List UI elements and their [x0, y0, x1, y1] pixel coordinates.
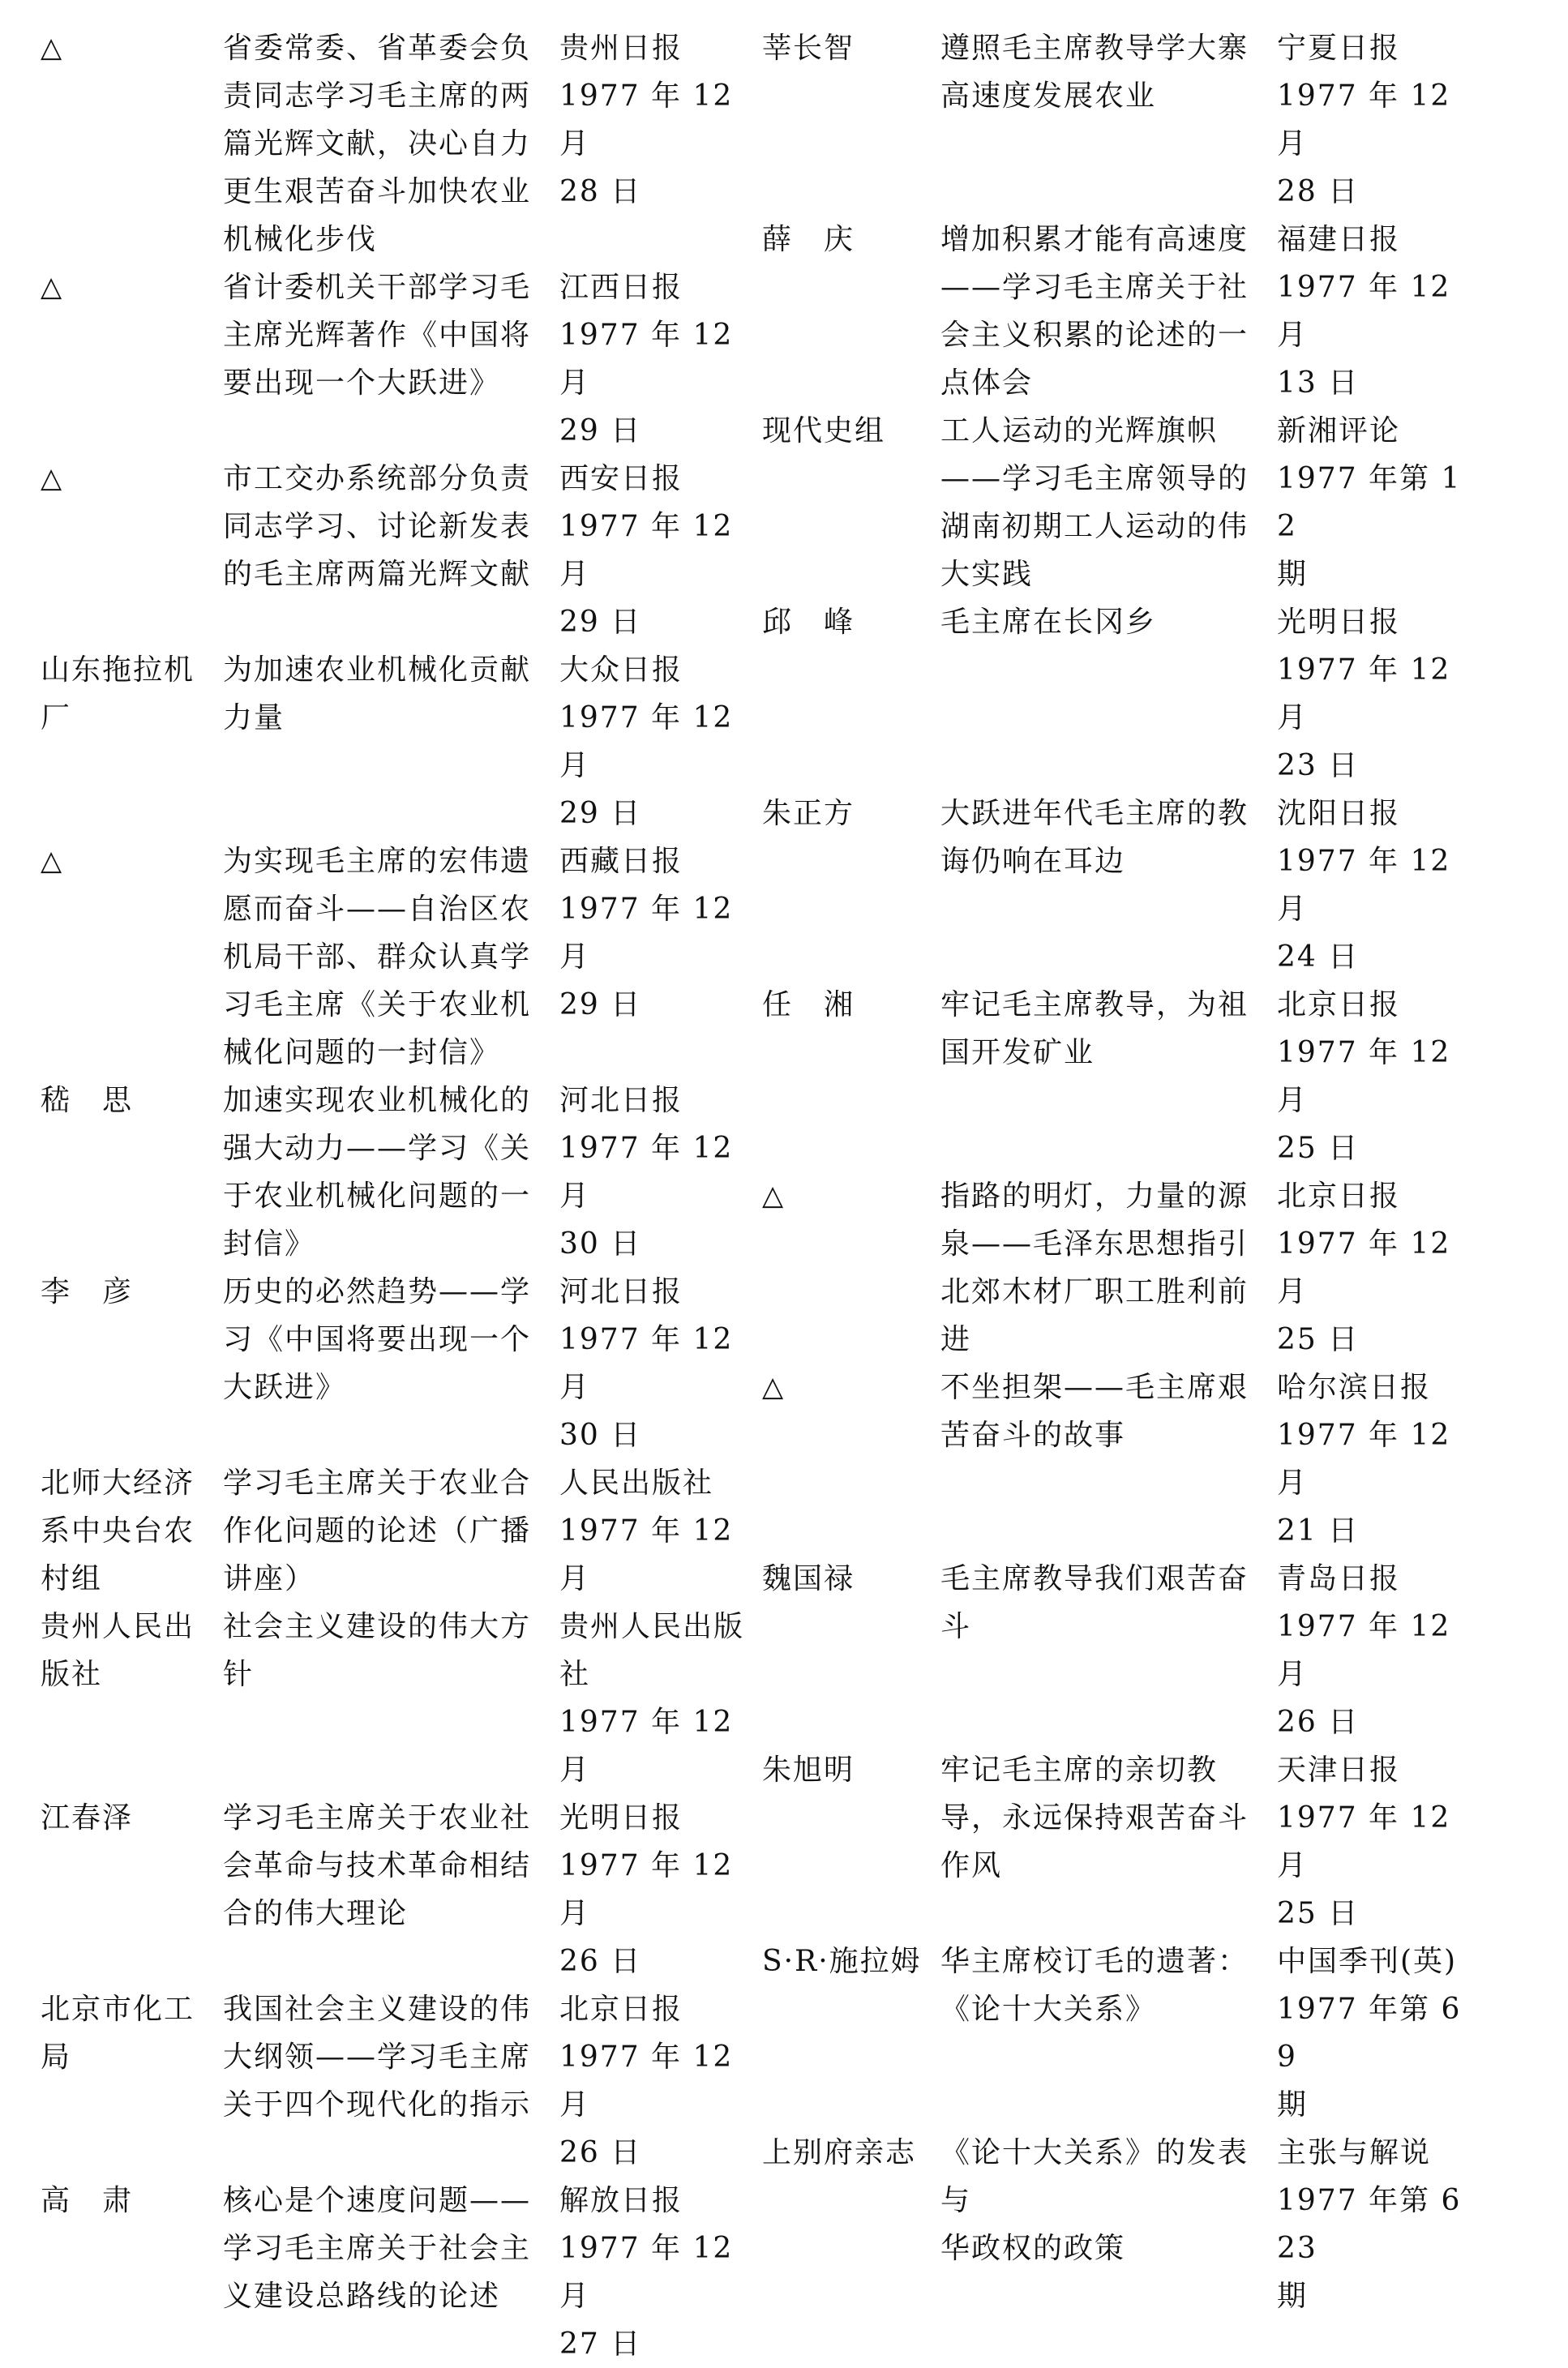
source-line: 25 日 — [1277, 1897, 1360, 1930]
entry-title — [940, 407, 1265, 598]
entry-source — [559, 455, 758, 646]
source-line: 天津日报 — [1277, 1754, 1401, 1787]
bibliography-entry — [762, 216, 1508, 407]
source-line: 青岛日报 — [1277, 1562, 1401, 1595]
source-line: 28 日 — [1277, 175, 1360, 208]
source-line: 主张与解说 — [1277, 2136, 1432, 2169]
source-line: 1977 年 12 月 — [1277, 79, 1451, 161]
entry-author: 贵州人民出版社 — [41, 1610, 195, 1691]
source-line: 1977 年 12 月 — [559, 1323, 734, 1404]
bibliography-entry — [41, 24, 770, 263]
source-line: 26 日 — [559, 2136, 642, 2169]
source-line: 13 日 — [1277, 366, 1360, 400]
entry-author: 高 肃 — [41, 2184, 134, 2217]
title-line: 国开发矿业 — [940, 1036, 1095, 1069]
title-line: 北郊木材厂职工胜利前 — [940, 1275, 1249, 1308]
entry-author: △ — [41, 32, 64, 64]
title-line: 为实现毛主席的宏伟遗 — [223, 845, 532, 878]
entry-title — [223, 1268, 547, 1411]
source-line: 1977 年 12 月 — [559, 1849, 734, 1930]
entry-title — [223, 837, 547, 1077]
title-line: 同志学习、讨论新发表 — [223, 510, 532, 543]
source-line: 1977 年 12 月 — [559, 1706, 734, 1787]
source-line: 西藏日报 — [559, 845, 683, 878]
bibliography-entry — [762, 407, 1508, 598]
source-line: 1977 年 12 月 — [1277, 1801, 1451, 1882]
title-line: ——学习毛主席领导的 — [940, 462, 1249, 495]
entry-author: 李 彦 — [41, 1275, 134, 1308]
entry-source — [559, 646, 758, 837]
source-line: 1977 年 12 月 — [559, 2232, 734, 2313]
bibliography-entry — [41, 1985, 770, 2177]
entry-author: 北京市化工局 — [41, 1993, 195, 2074]
title-line: 苦奋斗的故事 — [940, 1419, 1126, 1452]
bibliography-entry — [41, 455, 770, 646]
entry-source — [559, 1077, 758, 1268]
source-line: 23 日 — [1277, 749, 1360, 782]
source-line: 30 日 — [559, 1419, 642, 1452]
source-line: 1977 年第 623 — [1277, 2184, 1462, 2265]
title-line: 主席光辉著作《中国将 — [223, 319, 532, 352]
entry-source — [559, 837, 758, 1029]
title-line: 牢记毛主席的亲切教 — [940, 1754, 1219, 1787]
source-line: 1977 年 12 月 — [1277, 1036, 1451, 1117]
bibliography-entry — [41, 837, 770, 1077]
source-line: 西安日报 — [559, 462, 683, 495]
source-line: 大众日报 — [559, 653, 683, 687]
title-line: 愿而奋斗——自治区农 — [223, 893, 532, 926]
title-line: 大纲领——学习毛主席 — [223, 2040, 532, 2074]
source-line: 26 日 — [559, 1945, 642, 1978]
source-line: 江西日报 — [559, 271, 683, 304]
title-line: 《论十大关系》的发表与 — [940, 2136, 1249, 2217]
title-line: 作风 — [940, 1849, 1003, 1882]
title-line: 泉——毛泽东思想指引 — [940, 1227, 1249, 1261]
title-line: 会革命与技术革命相结 — [223, 1849, 532, 1882]
entry-author: 薛 庆 — [762, 223, 855, 256]
bibliography-entry — [41, 1077, 770, 1268]
entry-title — [940, 1364, 1265, 1459]
entry-title — [940, 981, 1265, 1077]
entry-source — [559, 1459, 758, 1603]
title-line: 大跃进年代毛主席的教 — [940, 797, 1249, 830]
source-line: 29 日 — [559, 797, 642, 830]
title-line: 我国社会主义建设的伟 — [223, 1993, 532, 2026]
bibliography-entry — [41, 2177, 770, 2368]
entry-author: △ — [762, 1180, 786, 1212]
source-line: 中国季刊(英) — [1277, 1945, 1458, 1978]
entry-author: 魏国禄 — [762, 1562, 855, 1595]
title-line: 华政权的政策 — [940, 2232, 1126, 2265]
entry-source — [559, 1794, 758, 1985]
entry-title — [940, 790, 1265, 885]
source-line: 期 — [1277, 2088, 1309, 2122]
bibliography-entry — [762, 1172, 1508, 1364]
source-line: 1977 年 12 月 — [1277, 1227, 1451, 1308]
title-line: ——学习毛主席关于社 — [940, 271, 1249, 304]
entry-author: △ — [762, 1371, 786, 1403]
entry-source — [1277, 1938, 1480, 2129]
entry-source — [1277, 981, 1480, 1172]
title-line: 责同志学习毛主席的两 — [223, 79, 532, 113]
source-line: 29 日 — [559, 606, 642, 639]
source-line: 1977 年 12 月 — [559, 1514, 734, 1595]
title-line: 义建设总路线的论述 — [223, 2280, 501, 2313]
title-line: 高速度发展农业 — [940, 79, 1157, 113]
title-line: 导，永远保持艰苦奋斗 — [940, 1801, 1249, 1835]
entry-author: 上别府亲志 — [762, 2136, 917, 2169]
entry-title — [223, 1459, 547, 1603]
entry-title — [940, 1938, 1265, 2033]
bibliography-entry — [762, 2129, 1508, 2320]
title-line: 点体会 — [940, 366, 1034, 400]
entry-source — [559, 1985, 758, 2177]
entry-source — [1277, 1746, 1480, 1938]
entry-author: 江春泽 — [41, 1801, 134, 1835]
source-line: 25 日 — [1277, 1323, 1360, 1356]
entry-title — [940, 216, 1265, 407]
entry-source — [559, 1603, 758, 1794]
entry-title — [223, 263, 547, 407]
source-line: 27 日 — [559, 2327, 642, 2361]
source-line: 21 日 — [1277, 1514, 1360, 1548]
source-line: 福建日报 — [1277, 223, 1401, 256]
entry-title — [940, 1555, 1265, 1651]
title-line: 为加速农业机械化贡献 — [223, 653, 532, 687]
source-line: 北京日报 — [1277, 988, 1401, 1021]
source-line: 28 日 — [559, 175, 642, 208]
title-line: 进 — [940, 1323, 972, 1356]
title-line: 学习毛主席关于农业合 — [223, 1467, 532, 1500]
entry-title — [223, 455, 547, 598]
entry-source — [1277, 216, 1480, 407]
entry-author: 莘长智 — [762, 32, 855, 65]
source-line: 北京日报 — [1277, 1180, 1401, 1213]
source-line: 河北日报 — [559, 1275, 683, 1308]
source-line: 北京日报 — [559, 1993, 683, 2026]
entry-source — [559, 263, 758, 455]
bibliography-entry — [41, 646, 770, 837]
title-line: 学习毛主席关于农业社 — [223, 1801, 532, 1835]
source-line: 30 日 — [559, 1227, 642, 1261]
source-line: 1977 年第 12 — [1277, 462, 1462, 543]
bibliography-entry — [762, 1938, 1508, 2129]
title-line: 合的伟大理论 — [223, 1897, 409, 1930]
entry-title — [940, 24, 1265, 120]
entry-title — [223, 646, 547, 742]
source-line: 1977 年 12 月 — [559, 319, 734, 400]
bibliography-entry — [41, 1603, 770, 1794]
source-line: 期 — [1277, 558, 1309, 591]
title-line: 针 — [223, 1658, 255, 1691]
source-line: 宁夏日报 — [1277, 32, 1401, 65]
title-line: 《论十大关系》 — [940, 1993, 1157, 2026]
title-line: 讲座） — [223, 1562, 316, 1595]
title-line: 不坐担架——毛主席艰 — [940, 1371, 1249, 1404]
title-line: 工人运动的光辉旗帜 — [940, 414, 1219, 447]
entry-title — [223, 2177, 547, 2320]
entry-title — [223, 1985, 547, 2129]
entry-author: 现代史组 — [762, 414, 886, 447]
title-line: 机械化步伐 — [223, 223, 378, 256]
title-line: 作化问题的论述（广播 — [223, 1514, 532, 1548]
title-line: 学习毛主席关于社会主 — [223, 2232, 532, 2265]
entry-source — [559, 1268, 758, 1459]
bibliography-entry — [762, 981, 1508, 1172]
entry-source — [1277, 1172, 1480, 1364]
bibliography-entry — [41, 1459, 770, 1603]
title-line: 牢记毛主席教导，为祖 — [940, 988, 1249, 1021]
entry-author: 北师大经济系中央台农村组 — [41, 1467, 195, 1595]
source-line: 24 日 — [1277, 940, 1360, 974]
entry-source — [1277, 1555, 1480, 1746]
source-line: 1977 年 12 月 — [559, 2040, 734, 2122]
title-line: 核心是个速度问题—— — [223, 2184, 532, 2217]
title-line: 遵照毛主席教导学大寨 — [940, 32, 1249, 65]
entry-source — [559, 2177, 758, 2368]
source-line: 1977 年 12 月 — [1277, 653, 1451, 734]
source-line: 1977 年 12 月 — [559, 79, 734, 161]
entry-author: △ — [41, 271, 64, 303]
entry-source — [559, 24, 758, 216]
bibliography-entry — [762, 24, 1508, 216]
bibliography-entry — [762, 1746, 1508, 1938]
source-line: 贵州日报 — [559, 32, 683, 65]
title-line: 省委常委、省革委会负 — [223, 32, 532, 65]
title-line: 大跃进》 — [223, 1371, 347, 1404]
source-line: 1977 年 12 月 — [559, 893, 734, 974]
title-line: 毛主席在长冈乡 — [940, 606, 1157, 639]
title-line: 湖南初期工人运动的伟 — [940, 510, 1249, 543]
title-line: 篇光辉文献，决心自力 — [223, 127, 532, 161]
entry-source — [1277, 598, 1480, 790]
source-line: 29 日 — [559, 988, 642, 1021]
entry-title — [223, 1077, 547, 1268]
title-line: 市工交办系统部分负责 — [223, 462, 532, 495]
title-line: 更生艰苦奋斗加快农业 — [223, 175, 532, 208]
source-line: 29 日 — [559, 414, 642, 447]
title-line: 毛主席教导我们艰苦奋 — [940, 1562, 1249, 1595]
entry-source — [1277, 1364, 1480, 1555]
source-line: 社 — [559, 1658, 591, 1691]
title-line: 力量 — [223, 701, 285, 734]
entry-source — [1277, 407, 1480, 598]
source-line: 26 日 — [1277, 1706, 1360, 1739]
entry-author: 朱正方 — [762, 797, 855, 830]
source-line: 1977 年第 69 — [1277, 1993, 1462, 2074]
source-line: 1977 年 12 月 — [559, 1132, 734, 1213]
title-line: 大实践 — [940, 558, 1034, 591]
right-column — [762, 24, 1508, 2320]
title-line: 加速实现农业机械化的 — [223, 1084, 532, 1117]
entry-source — [1277, 2129, 1480, 2320]
title-line: 指路的明灯，力量的源 — [940, 1180, 1249, 1213]
source-line: 期 — [1277, 2280, 1309, 2313]
entry-title — [940, 1746, 1265, 1890]
entry-author: 朱旭明 — [762, 1754, 855, 1787]
entry-author: 山东拖拉机厂 — [41, 653, 195, 734]
title-line: 历史的必然趋势——学 — [223, 1275, 532, 1308]
entry-title — [223, 24, 547, 263]
entry-author: S·R·施拉姆 — [762, 1945, 922, 1978]
source-line: 1977 年 12 月 — [559, 701, 734, 782]
bibliography-entry — [762, 1555, 1508, 1746]
entry-author: 邱 峰 — [762, 606, 855, 639]
bibliography-entry — [41, 1794, 770, 1985]
title-line: 诲仍响在耳边 — [940, 845, 1126, 878]
source-line: 河北日报 — [559, 1084, 683, 1117]
bibliography-entry — [762, 598, 1508, 790]
title-line: 习毛主席《关于农业机 — [223, 988, 532, 1021]
entry-title — [223, 1794, 547, 1938]
entry-source — [1277, 790, 1480, 981]
source-line: 光明日报 — [559, 1801, 683, 1835]
source-line: 人民出版社 — [559, 1467, 714, 1500]
bibliography-entry — [762, 790, 1508, 981]
title-line: 增加积累才能有高速度 — [940, 223, 1249, 256]
entry-source — [1277, 24, 1480, 216]
entry-author: 嵇 思 — [41, 1084, 134, 1117]
entry-author: 任 湘 — [762, 988, 855, 1021]
source-line: 1977 年 12 月 — [1277, 845, 1451, 926]
entry-author: △ — [41, 462, 64, 495]
source-line: 新湘评论 — [1277, 414, 1401, 447]
source-line: 25 日 — [1277, 1132, 1360, 1165]
title-line: 机局干部、群众认真学 — [223, 940, 532, 974]
source-line: 1977 年 12 月 — [1277, 1419, 1451, 1500]
title-line: 要出现一个大跃进》 — [223, 366, 501, 400]
entry-author: △ — [41, 845, 64, 877]
source-line: 解放日报 — [559, 2184, 683, 2217]
title-line: 械化问题的一封信》 — [223, 1036, 501, 1069]
source-line: 哈尔滨日报 — [1277, 1371, 1432, 1404]
source-line: 1977 年 12 月 — [1277, 271, 1451, 352]
source-line: 光明日报 — [1277, 606, 1401, 639]
title-line: 斗 — [940, 1610, 972, 1643]
title-line: 封信》 — [223, 1227, 316, 1261]
left-column — [41, 24, 770, 2368]
title-line: 华主席校订毛的遗著： — [940, 1945, 1249, 1978]
source-line: 1977 年 12 月 — [1277, 1610, 1451, 1691]
bibliography-entry — [41, 263, 770, 455]
title-line: 社会主义建设的伟大方 — [223, 1610, 532, 1643]
title-line: 会主义积累的论述的一 — [940, 319, 1249, 352]
source-line: 贵州人民出版 — [559, 1610, 745, 1643]
bibliography-entry — [41, 1268, 770, 1459]
title-line: 于农业机械化问题的一 — [223, 1180, 532, 1213]
entry-title — [940, 598, 1265, 646]
title-line: 关于四个现代化的指示 — [223, 2088, 532, 2122]
source-line: 1977 年 12 月 — [559, 510, 734, 591]
entry-title — [940, 2129, 1265, 2272]
bibliography-entry — [762, 1364, 1508, 1555]
title-line: 习《中国将要出现一个 — [223, 1323, 532, 1356]
source-line: 沈阳日报 — [1277, 797, 1401, 830]
entry-title — [940, 1172, 1265, 1364]
title-line: 强大动力——学习《关 — [223, 1132, 532, 1165]
title-line: 省计委机关干部学习毛 — [223, 271, 532, 304]
entry-title — [223, 1603, 547, 1698]
title-line: 的毛主席两篇光辉文献 — [223, 558, 532, 591]
